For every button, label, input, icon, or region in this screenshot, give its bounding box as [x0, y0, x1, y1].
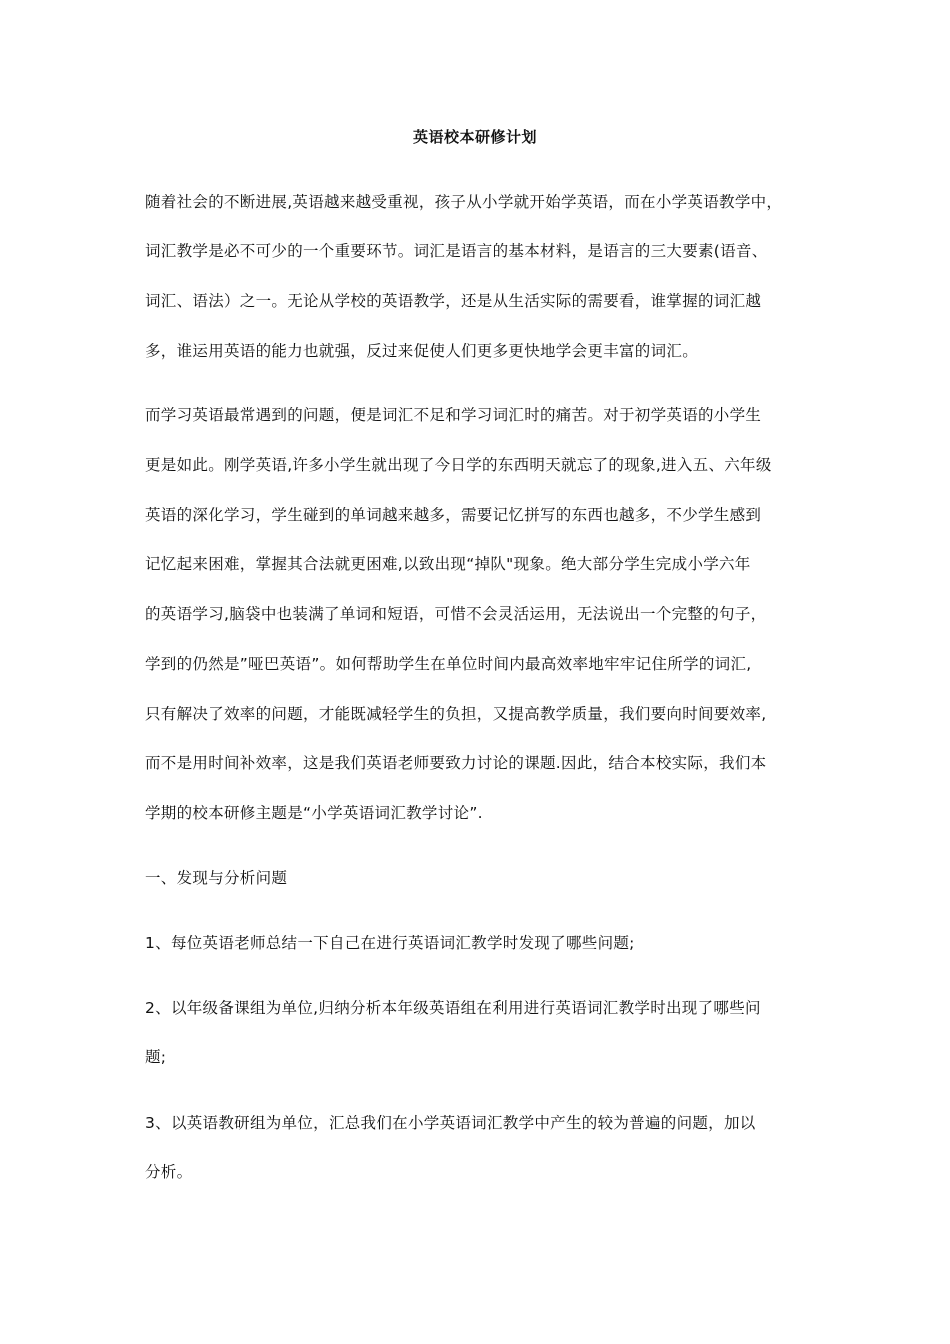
text-line: 的英语学习,脑袋中也装满了单词和短语，可惜不会灵活运用，无法说出一个完整的句子，: [145, 605, 767, 623]
list-item: 1、每位英语老师总结一下自己在进行英语词汇教学时发现了哪些问题;: [145, 934, 635, 952]
text-line: 而学习英语最常遇到的问题，便是词汇不足和学习词汇时的痛苦。对于初学英语的小学生: [145, 406, 762, 424]
text-line: 词汇教学是必不可少的一个重要环节。词汇是语言的基本材料，是语言的三大要素(语音、: [145, 242, 768, 260]
section-heading: 一、发现与分析问题: [145, 869, 288, 887]
document-title: 英语校本研修计划: [412, 128, 537, 146]
text-line: 学期的校本研修主题是“小学英语词汇教学讨论”.: [145, 804, 483, 822]
text-line: 随着社会的不断进展,英语越来越受重视，孩子从小学就开始学英语，而在小学英语教学中，: [145, 193, 783, 211]
text-line: 分析。: [145, 1163, 193, 1181]
text-line: 只有解决了效率的问题，才能既减轻学生的负担，又提高教学质量，我们要向时间要效率,: [145, 705, 767, 723]
text-line: 而不是用时间补效率，这是我们英语老师要致力讨论的课题.因此，结合本校实际，我们本: [145, 754, 767, 772]
text-line: 多，谁运用英语的能力也就强，反过来促使人们更多更快地学会更丰富的词汇。: [145, 342, 699, 360]
text-line: 3、以英语教研组为单位，汇总我们在小学英语词汇教学中产生的较为普遍的问题，加以: [145, 1114, 756, 1132]
text-line: 英语的深化学习，学生碰到的单词越来越多，需要记忆拼写的东西也越多，不少学生感到: [145, 506, 762, 524]
text-line: 记忆起来困难，掌握其合法就更困难,以致出现“掉队"现象。绝大部分学生完成小学六年: [145, 555, 751, 573]
text-line: 更是如此。刚学英语,许多小学生就出现了今日学的东西明天就忘了的现象,进入五、六年级: [145, 456, 772, 474]
text-line: 题;: [145, 1048, 167, 1066]
text-line: 学到的仍然是”哑巴英语”。如何帮助学生在单位时间内最高效率地牢牢记住所学的词汇,: [145, 655, 752, 673]
text-line: 2、以年级备课组为单位,归纳分析本年级英语组在利用进行英语词汇教学时出现了哪些问: [145, 999, 761, 1017]
text-line: 词汇、语法）之一。无论从学校的英语教学，还是从生活实际的需要看，谁掌握的词汇越: [145, 292, 762, 310]
